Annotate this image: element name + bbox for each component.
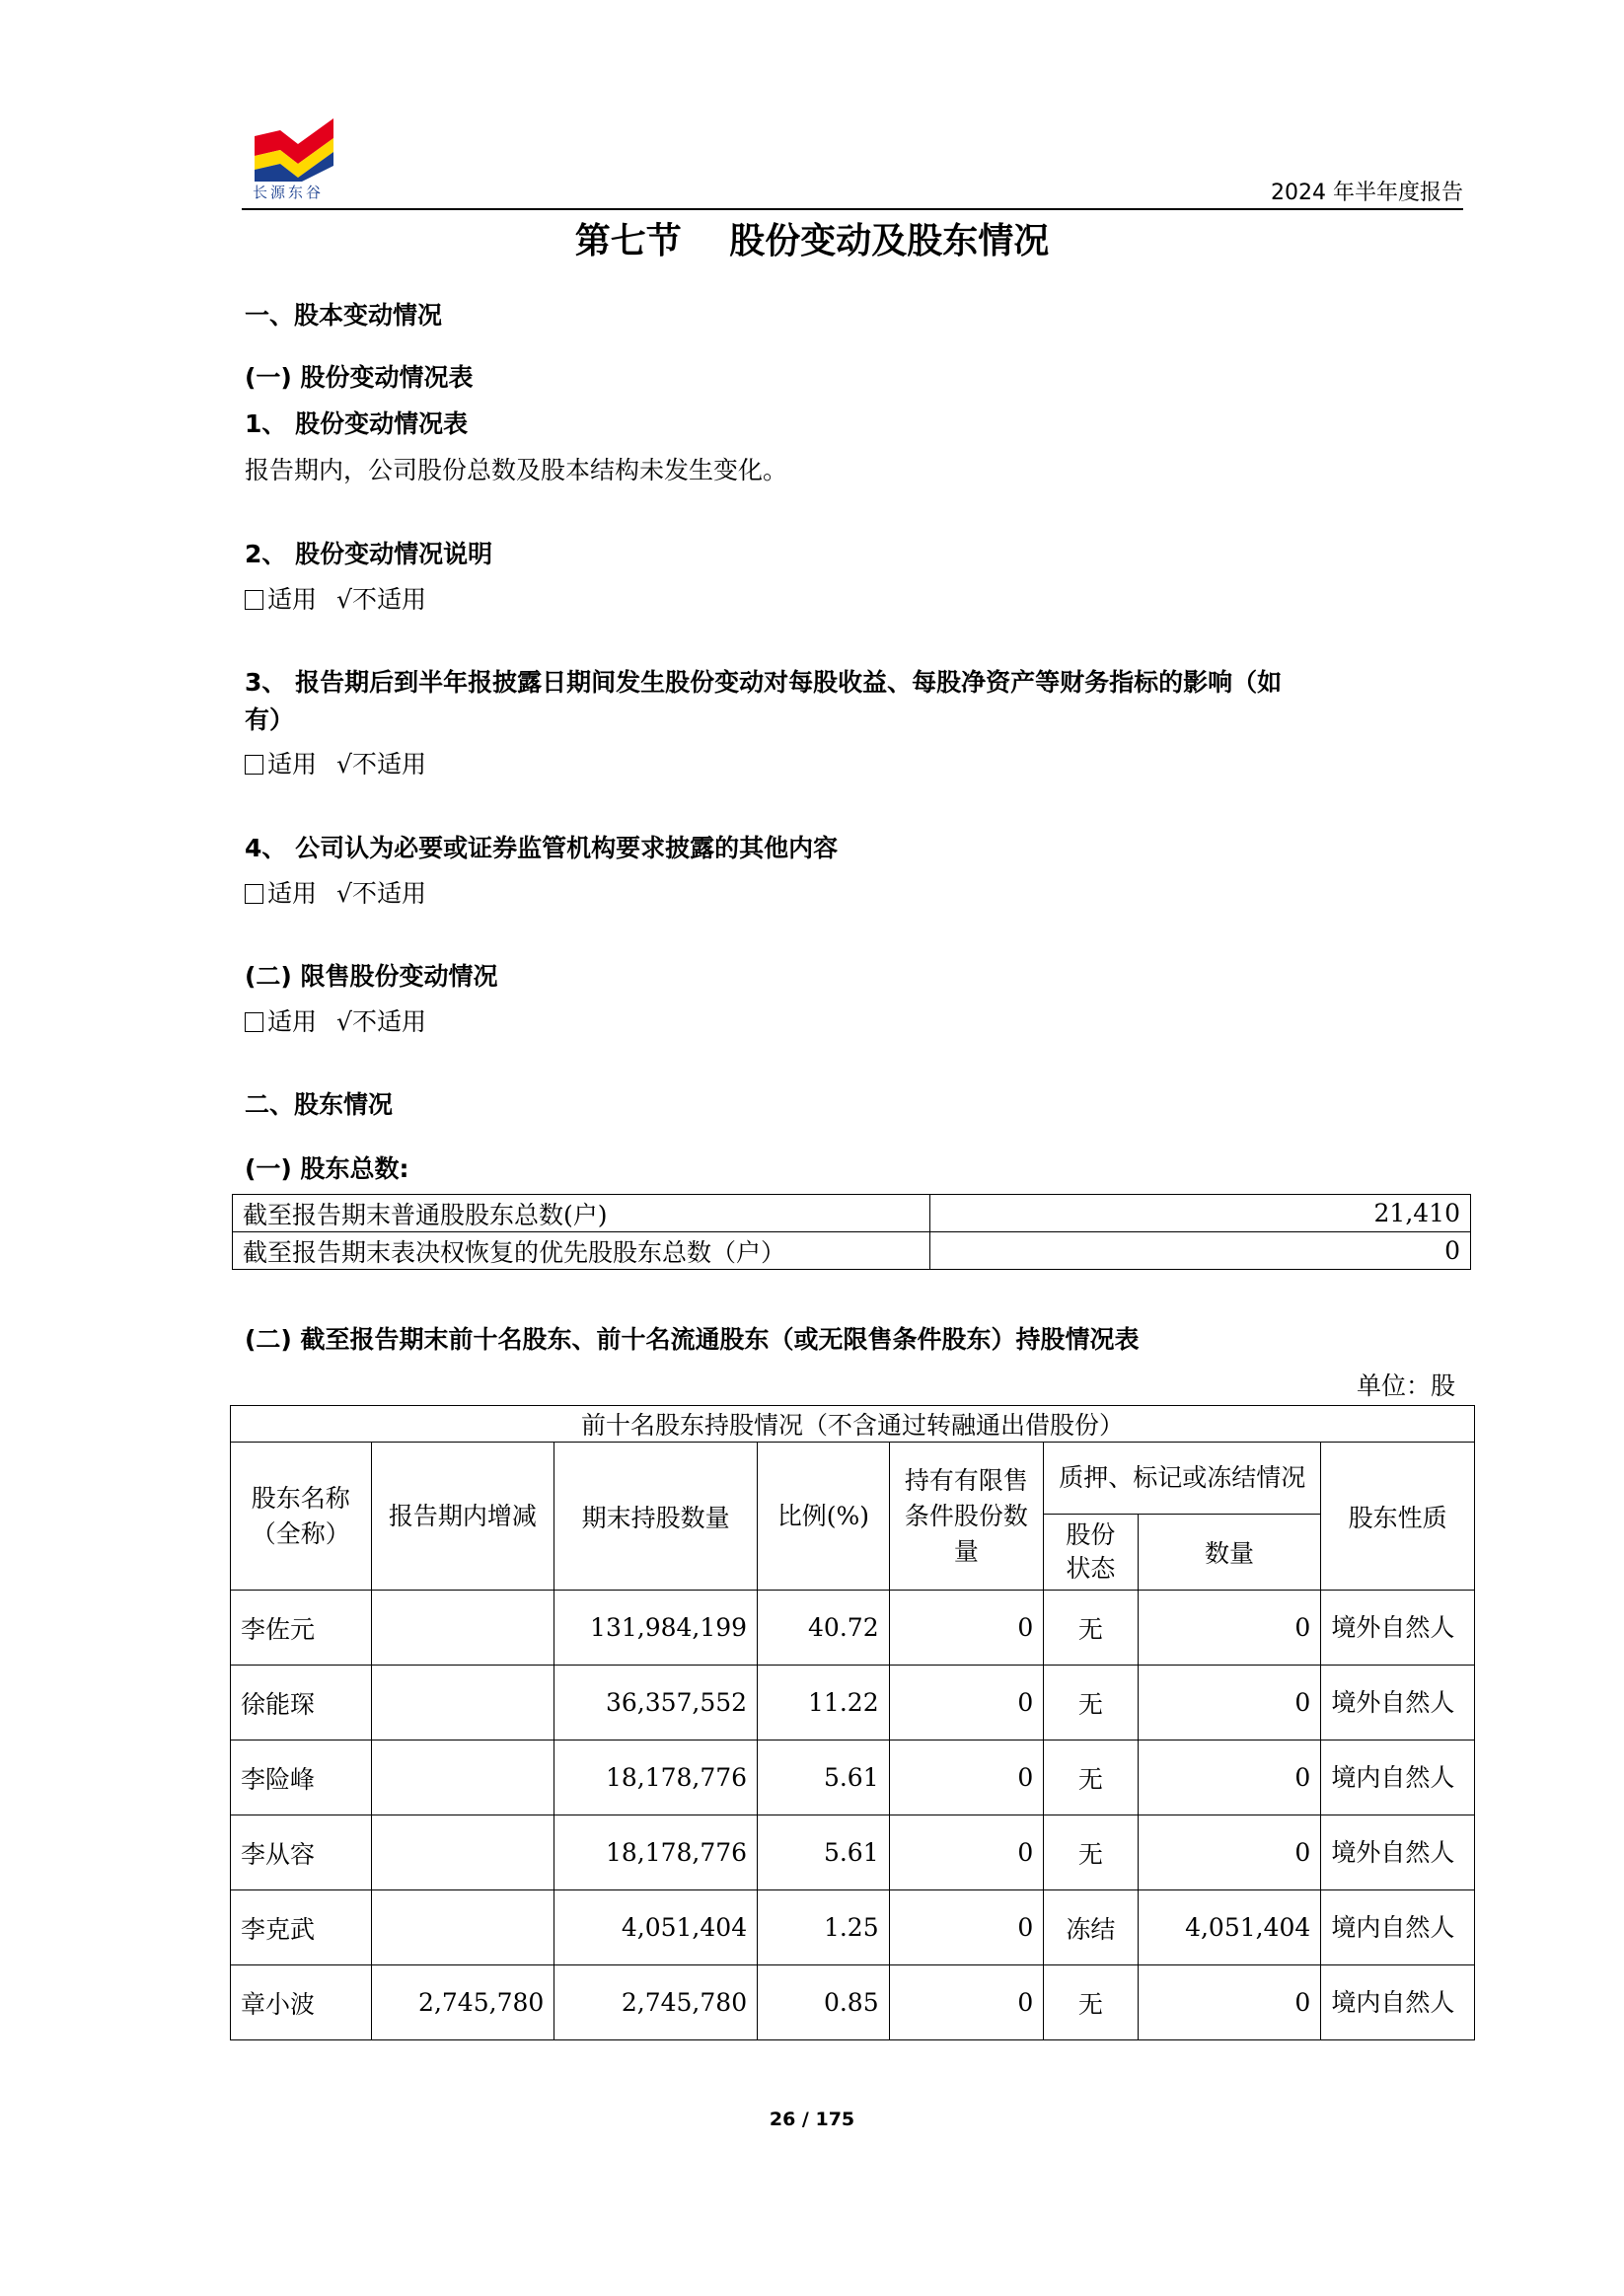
cell-restricted: 0: [889, 1591, 1044, 1666]
cell-restricted: 0: [889, 1815, 1044, 1890]
top10-shareholders-table: [230, 1405, 1475, 2040]
cell-shares: 4,051,404: [554, 1890, 758, 1965]
cell-nature: 境内自然人: [1321, 1890, 1475, 1965]
checkbox-icon: [245, 1012, 263, 1032]
cell-restricted: 0: [889, 1890, 1044, 1965]
cell-nature: 境内自然人: [1321, 1741, 1475, 1815]
sub2-choice: [245, 1002, 426, 1038]
table-row: [231, 1741, 1475, 1815]
cell-nature: 境内自然人: [1321, 1965, 1475, 2040]
cell-name: 李险峰: [231, 1741, 372, 1815]
section-1-sub1: (一) 股份变动情况表: [245, 363, 474, 392]
unit-label: 单位：股: [1356, 1371, 1455, 1400]
cell-status: 冻结: [1044, 1890, 1138, 1965]
cell-name: 李佐元: [231, 1591, 372, 1666]
not-applicable-label: √不适用: [336, 879, 426, 908]
cell-ratio: 11.22: [758, 1666, 890, 1741]
cell-ratio: 1.25: [758, 1890, 890, 1965]
header-nature: 股东性质: [1321, 1443, 1475, 1591]
cell-change: [371, 1591, 554, 1666]
table-caption: 前十名股东持股情况（不含通过转融通出借股份）: [231, 1406, 1475, 1443]
checkbox-icon: [245, 590, 263, 610]
page-title: 第七节 股份变动及股东情况: [574, 221, 1050, 261]
section-1-sub2: (二) 限售股份变动情况: [245, 962, 498, 991]
cell-name: 李从容: [231, 1815, 372, 1890]
checkbox-icon: [245, 884, 263, 904]
cell-restricted: 0: [889, 1666, 1044, 1741]
cell-qty: 0: [1138, 1666, 1321, 1741]
page-number: 26 / 175: [769, 2109, 855, 2130]
cell-ratio: 5.61: [758, 1815, 890, 1890]
table-row: [231, 1666, 1475, 1741]
header-pledge-qty: 数量: [1138, 1515, 1321, 1591]
cell-name: 章小波: [231, 1965, 372, 2040]
header-ratio: 比例(%): [758, 1443, 890, 1591]
cell-nature: 境外自然人: [1321, 1591, 1475, 1666]
cell-change: [371, 1741, 554, 1815]
cell-change: [371, 1815, 554, 1890]
cell-status: 无: [1044, 1666, 1138, 1741]
item-2-title: 2、 股份变动情况说明: [245, 540, 493, 568]
header-name: 股东名称（全称）: [231, 1443, 372, 1591]
logo-stripes-icon: [253, 116, 335, 182]
cell-qty: 0: [1138, 1815, 1321, 1890]
cell-nature: 境外自然人: [1321, 1815, 1475, 1890]
cell-change: [371, 1890, 554, 1965]
table-row: [233, 1195, 1471, 1232]
cell-status: 无: [1044, 1815, 1138, 1890]
table-row: [231, 1890, 1475, 1965]
cell-shares: 18,178,776: [554, 1815, 758, 1890]
section-2-sub2: (二) 截至报告期末前十名股东、前十名流通股东（或无限售条件股东）持股情况表: [245, 1325, 1140, 1354]
cell-ratio: 40.72: [758, 1591, 890, 1666]
item-3-title-line1: 3、 报告期后到半年报披露日期间发生股份变动对每股收益、每股净资产等财务指标的影响（如: [245, 668, 1283, 697]
header-pledge-status: 股份状态: [1044, 1515, 1138, 1591]
cell-change: 2,745,780: [371, 1965, 554, 2040]
item-4-title: 4、 公司认为必要或证券监管机构要求披露的其他内容: [245, 834, 839, 862]
header-pledge: 质押、标记或冻结情况: [1044, 1443, 1321, 1515]
count-value: 0: [930, 1232, 1471, 1270]
cell-change: [371, 1666, 554, 1741]
item-2-choice: [245, 580, 426, 616]
not-applicable-label: √不适用: [336, 1007, 426, 1036]
cell-qty: 0: [1138, 1591, 1321, 1666]
cell-shares: 131,984,199: [554, 1591, 758, 1666]
cell-qty: 0: [1138, 1741, 1321, 1815]
cell-ratio: 0.85: [758, 1965, 890, 2040]
item-1-title: 1、 股份变动情况表: [245, 409, 469, 438]
checkbox-icon: [245, 755, 263, 775]
header-restricted: 持有有限售条件股份数量: [889, 1443, 1044, 1591]
cell-name: 徐能琛: [231, 1666, 372, 1741]
count-label: 截至报告期末表决权恢复的优先股股东总数（户）: [233, 1232, 930, 1270]
shareholder-count-table: [232, 1194, 1471, 1270]
applicable-label: 适用: [267, 585, 318, 614]
item-1-text: 报告期内，公司股份总数及股本结构未发生变化。: [245, 456, 788, 484]
logo-text: 长源东谷: [253, 184, 325, 201]
cell-qty: 4,051,404: [1138, 1890, 1321, 1965]
header-shares: 期末持股数量: [554, 1443, 758, 1591]
cell-shares: 2,745,780: [554, 1965, 758, 2040]
cell-nature: 境外自然人: [1321, 1666, 1475, 1741]
cell-ratio: 5.61: [758, 1741, 890, 1815]
cell-status: 无: [1044, 1741, 1138, 1815]
count-value: 21,410: [930, 1195, 1471, 1232]
table-row: [233, 1232, 1471, 1270]
cell-restricted: 0: [889, 1965, 1044, 2040]
section-2-sub1: (一) 股东总数:: [245, 1154, 409, 1183]
applicable-label: 适用: [267, 1007, 318, 1036]
item-4-choice: [245, 874, 426, 910]
not-applicable-label: √不适用: [336, 750, 426, 778]
applicable-label: 适用: [267, 750, 318, 778]
cell-shares: 36,357,552: [554, 1666, 758, 1741]
cell-status: 无: [1044, 1965, 1138, 2040]
applicable-label: 适用: [267, 879, 318, 908]
cell-restricted: 0: [889, 1741, 1044, 1815]
header-divider: [242, 208, 1463, 210]
cell-name: 李克武: [231, 1890, 372, 1965]
table-row: [231, 1965, 1475, 2040]
item-3-choice: [245, 745, 426, 780]
cell-qty: 0: [1138, 1965, 1321, 2040]
cell-status: 无: [1044, 1591, 1138, 1666]
report-name: 2024 年半年度报告: [1271, 181, 1463, 205]
count-label: 截至报告期末普通股股东总数(户): [233, 1195, 930, 1232]
not-applicable-label: √不适用: [336, 585, 426, 614]
item-3-title-line2: 有）: [245, 705, 295, 734]
header-change: 报告期内增减: [371, 1443, 554, 1591]
section-1-title: 一、股本变动情况: [245, 301, 443, 330]
company-logo: [253, 116, 335, 201]
table-row: [231, 1591, 1475, 1666]
table-row: [231, 1815, 1475, 1890]
section-2-title: 二、股东情况: [245, 1090, 394, 1119]
cell-shares: 18,178,776: [554, 1741, 758, 1815]
